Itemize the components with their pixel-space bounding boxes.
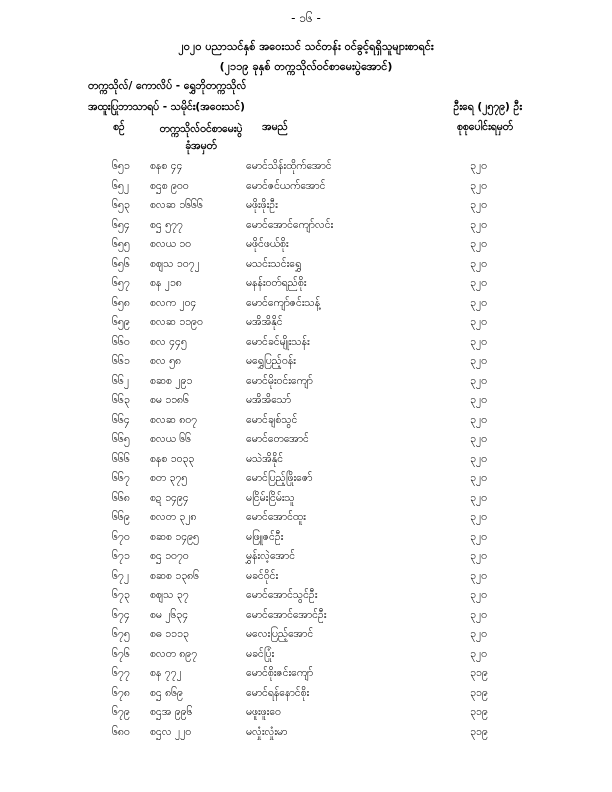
serial-no-cell: ၆၇၇	[112, 667, 130, 679]
roll-number-cell: စဌစ ၉၀၀	[150, 179, 189, 192]
total-marks-cell: ၃၁၉	[470, 686, 488, 699]
student-name-cell: မောင်အောင်သွင်ဦး	[246, 589, 318, 601]
roll-number-cell: စမ ၂၆၃၄	[150, 608, 189, 621]
header-roll-number	[146, 121, 256, 155]
student-name-cell: မောင်ရန်နောင်စိုး	[246, 686, 310, 699]
serial-no-cell: ၆၇၂	[112, 569, 129, 582]
roll-number-cell: စနစ ၁၀၃၃	[150, 452, 195, 465]
serial-no-cell: ၆၆၁	[112, 355, 130, 367]
total-marks-cell: ၃၂၀	[470, 511, 487, 523]
roll-number-cell: စဌလ ၂၂၀	[150, 725, 192, 738]
serial-no-cell: ၆၅၈	[112, 296, 130, 309]
table-row	[0, 433, 612, 453]
roll-number-cell: စမ ၁၁၈၆	[150, 394, 189, 406]
serial-no-cell: ၆၆၅	[112, 433, 130, 445]
total-marks-cell: ၃၂၀	[470, 179, 487, 192]
serial-no-cell: ၆၆၇	[112, 472, 130, 484]
roll-number-cell: စလဆ ၁၆၆၆	[150, 199, 203, 211]
serial-no-cell: ၆၆၈	[112, 491, 130, 504]
roll-number-cell: စနစ ၄၄	[150, 160, 183, 172]
table-row	[0, 511, 612, 531]
student-name-cell: မသင်းသင်းရွှေ	[246, 257, 302, 270]
total-marks-cell: ၃၂၀	[470, 160, 487, 172]
total-marks-cell: ၃၂၀	[470, 550, 487, 562]
total-marks-cell: ၃၂၀	[470, 433, 487, 445]
serial-no-cell: ၆၇၀	[112, 530, 130, 543]
serial-no-cell: ၆၅၄	[112, 218, 130, 231]
student-name-cell: မဖိုးဖိုးဦး	[246, 199, 278, 211]
table-row	[0, 219, 612, 239]
roll-number-cell: စန ၂၁၈	[150, 277, 182, 289]
table-row	[0, 550, 612, 570]
header-roll-line2: ခုံအမှတ်	[185, 140, 217, 152]
student-name-cell: မောင်ချစ်သွင်	[246, 413, 298, 426]
student-name-cell: မဖိုင်ဖယ်စိုး	[246, 238, 289, 250]
roll-number-cell: စန ၇၇၂	[150, 667, 182, 679]
serial-no-cell: ၆၅၅	[112, 238, 130, 250]
student-name-cell: မောင်ခင်မျိုးသန်း	[246, 335, 310, 348]
serial-no-cell: ၆၅၉	[112, 316, 130, 328]
total-marks-cell: ၃၂၀	[470, 296, 487, 309]
serial-no-cell: ၆၇၉	[112, 706, 130, 718]
roll-number-cell: စလဆ ၁၁၉၀	[150, 316, 203, 328]
table-row	[0, 258, 612, 278]
student-name-cell: မရွှေပြည့်ဝန်း	[246, 355, 296, 367]
student-name-cell: မောင်ပြည့်ဖြိုးဇော်	[246, 472, 313, 484]
roll-number-cell: စဌအ ၉၉၆	[150, 706, 193, 718]
serial-no-cell: ၆၇၁	[112, 550, 130, 562]
serial-no-cell: ၆၇၃	[112, 589, 130, 601]
student-name-cell: မောင်မိုးဝင်းကျော်	[246, 374, 313, 387]
student-name-cell: မလေးပြည့်အောင်	[246, 628, 314, 640]
table-row	[0, 570, 612, 590]
roll-number-cell: စလယ ၆၆	[150, 433, 192, 445]
total-marks-cell: ၃၂၀	[470, 413, 487, 426]
total-marks-cell: ၃၂၀	[470, 277, 487, 289]
table-row	[0, 648, 612, 668]
table-row	[0, 472, 612, 492]
table-row	[0, 687, 612, 707]
student-name-cell: မအိအိနိုင်	[246, 316, 283, 328]
student-name-cell: မွှန်းလဲ့အောင်	[246, 550, 296, 562]
serial-no-cell: ၆၅၁	[112, 160, 130, 172]
roll-number-cell: စလယ ၁၀	[150, 238, 192, 250]
total-marks-cell: ၃၂၀	[470, 472, 487, 484]
subject-label: အထူးပြုဘာသာရပ် - သမိုင်း(အဝေးသင်)	[88, 101, 245, 113]
roll-number-cell: စဌ ၈၆၉	[150, 686, 183, 699]
table-row	[0, 706, 612, 726]
total-marks-cell: ၃၂၀	[470, 569, 487, 582]
student-name-cell: မလှုံးလှုံးမာ	[246, 725, 288, 738]
roll-number-cell: စဈသ ၁၀၇၂	[150, 257, 200, 270]
header-name: အမည်	[262, 121, 288, 133]
roll-number-cell: စဌ ၁၀၇၀	[150, 550, 189, 562]
table-row	[0, 355, 612, 375]
serial-no-cell: ၆၈၀	[112, 725, 130, 738]
serial-no-cell: ၆၅၇	[112, 277, 130, 289]
serial-no-cell: ၆၆၉	[112, 511, 130, 523]
total-marks-cell: ၃၁၉	[470, 706, 488, 718]
serial-no-cell: ၆၅၃	[112, 199, 130, 211]
table-row	[0, 667, 612, 687]
student-name-cell: မခင်ဝိုင်း	[246, 569, 279, 582]
table-row	[0, 160, 612, 180]
student-name-cell: မငြိမ်းငြိမ်းသူ	[246, 491, 295, 504]
roll-number-cell: စလတ ၃၂၈	[150, 511, 197, 523]
roll-number-cell: စဆစ ၂၉၁	[150, 374, 193, 387]
student-name-cell: မောင်အောင်အောင်ဦး	[246, 608, 327, 621]
table-row	[0, 238, 612, 258]
roll-number-cell: စဌ ၅၇၇	[150, 218, 183, 231]
total-marks-cell: ၃၂၀	[470, 199, 487, 211]
total-marks-cell: ၃၂၀	[470, 452, 487, 465]
university-label: တက္ကသိုလ်/ ကောလိပ် - ရွှေဘိုတက္ကသိုလ်	[88, 80, 247, 92]
page-number: - ၁၆ -	[291, 11, 321, 25]
table-row	[0, 277, 612, 297]
roll-number-cell: စလဆ ၈၀၇	[150, 413, 198, 426]
total-marks-cell: ၃၂၀	[470, 374, 487, 387]
student-name-cell: မောင်ဇင်ယက်အောင်	[246, 179, 326, 192]
roll-number-cell: စတ ၃၇၅	[150, 472, 188, 484]
table-row	[0, 297, 612, 317]
total-marks-cell: ၃၂၀	[470, 628, 487, 640]
student-name-cell: မဖူးဖူးဝေ	[246, 706, 281, 718]
serial-no-cell: ၆၆၂	[112, 374, 129, 387]
table-row	[0, 609, 612, 629]
table-row	[0, 726, 612, 746]
document-subtitle: (၂၁၁၉ ခုနှစ် တက္ကသိုလ်ဝင်စာမေးပွဲအောင်)	[219, 60, 393, 73]
serial-no-cell: ၆၅၂	[112, 179, 129, 192]
header-serial-no: စဉ်	[113, 121, 125, 133]
table-row	[0, 414, 612, 434]
student-name-cell: မောင်အောင်ကျော်လင်း	[246, 218, 334, 231]
student-name-cell: မနန်းဝတ်ရည်စိုး	[246, 277, 307, 289]
serial-no-cell: ၆၅၆	[112, 257, 130, 270]
total-marks-cell: ၃၂၀	[470, 257, 487, 270]
student-name-cell: မခင်ပြုံး	[246, 647, 275, 660]
table-row	[0, 453, 612, 473]
table-row	[0, 394, 612, 414]
student-name-cell: မောင်အောင်ထူး	[246, 511, 306, 523]
header-total-marks: စုစုပေါင်းရမှတ်	[456, 121, 514, 133]
roll-number-cell: စလက ၂၀၄	[150, 296, 197, 309]
serial-no-cell: ၆၆၀	[112, 335, 130, 348]
student-name-cell: မဖြူဇင်ဦး	[246, 530, 284, 543]
total-count: ဦးရေ (၂၅၇၉) ဦး	[453, 101, 522, 113]
roll-number-cell: စဆစ ၁၄၉၅	[150, 530, 199, 543]
total-marks-cell: ၃၂၀	[470, 608, 487, 621]
roll-number-cell: စဈသ ၃၇	[150, 589, 189, 601]
student-name-cell: မသဲအိနိုင်	[246, 452, 284, 465]
table-row	[0, 180, 612, 200]
total-marks-cell: ၃၂၀	[470, 335, 487, 348]
total-marks-cell: ၃၁၉	[470, 725, 488, 738]
total-marks-cell: ၃၂၀	[470, 394, 487, 406]
serial-no-cell: ၆၇၄	[112, 608, 130, 621]
total-marks-cell: ၃၂၀	[470, 530, 487, 543]
roll-number-cell: စဓ ၁၁၁၃	[150, 628, 189, 640]
table-row	[0, 628, 612, 648]
student-name-cell: မောင်တေအောင်	[246, 433, 309, 445]
roll-number-cell: စလတ ၈၉၇	[150, 647, 198, 660]
header-roll-line1: တက္ကသိုလ်ဝင်စာမေးပွဲ	[159, 123, 243, 135]
roll-number-cell: စဍ ၁၄၉၄	[150, 491, 189, 504]
table-row	[0, 199, 612, 219]
table-row	[0, 375, 612, 395]
table-row	[0, 589, 612, 609]
serial-no-cell: ၆၇၅	[112, 628, 130, 640]
serial-no-cell: ၆၆၆	[112, 452, 130, 465]
serial-no-cell: ၆၇၆	[112, 647, 130, 660]
table-row	[0, 316, 612, 336]
table-row	[0, 336, 612, 356]
table-row	[0, 492, 612, 512]
total-marks-cell: ၃၂၀	[470, 491, 487, 504]
student-name-cell: မအိအိသော်	[246, 394, 292, 406]
total-marks-cell: ၃၂၀	[470, 316, 487, 328]
student-name-cell: မောင်စိုးဇင်းကျော်	[246, 667, 314, 679]
student-name-cell: မောင်ကျော်ဇင်းသန့်	[246, 296, 321, 309]
roll-number-cell: စဆစ ၁၃၈၆	[150, 569, 200, 582]
serial-no-cell: ၆၆၃	[112, 394, 130, 406]
total-marks-cell: ၃၂၀	[470, 238, 487, 250]
total-marks-cell: ၃၂၀	[470, 589, 487, 601]
student-name-cell: မောင်သိန်းထိုက်အောင်	[246, 160, 332, 172]
total-marks-cell: ၃၂၀	[470, 647, 487, 660]
roll-number-cell: စလ ၅၈	[150, 355, 181, 367]
student-list	[0, 160, 612, 745]
total-marks-cell: ၃၂၀	[470, 355, 487, 367]
table-row	[0, 531, 612, 551]
serial-no-cell: ၆၇၈	[112, 686, 130, 699]
document-title: ၂၀၂၀ ပညာသင်နှစ် အဝေးသင် သင်တန်း ဝင်ခွင့်ရရှိသူများစာရင်း	[178, 40, 434, 53]
total-marks-cell: ၃၂၀	[470, 218, 487, 231]
serial-no-cell: ၆၆၄	[112, 413, 130, 426]
roll-number-cell: စလ ၄၄၅	[150, 335, 187, 348]
total-marks-cell: ၃၁၉	[470, 667, 488, 679]
